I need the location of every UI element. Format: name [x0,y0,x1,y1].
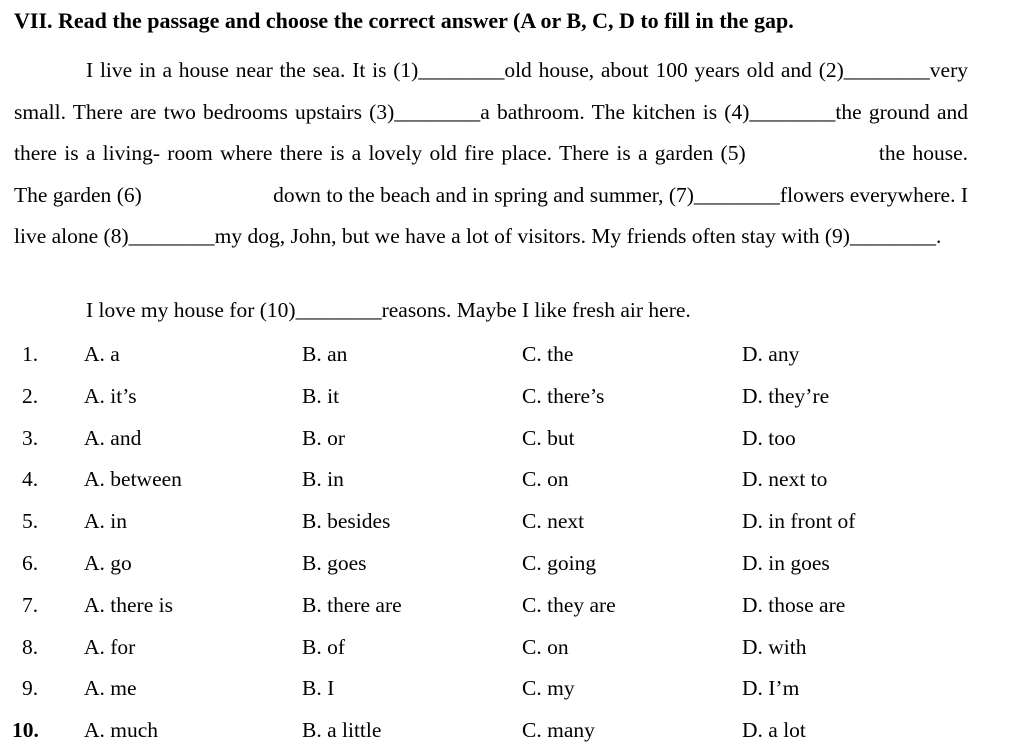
option-a[interactable]: A. much [84,718,159,743]
option-b[interactable]: B. I [302,676,335,701]
option-d[interactable]: D. a lot [742,718,806,743]
question-row [0,418,1024,460]
question-number: 6. [22,550,39,575]
question-row [0,668,1024,710]
option-a[interactable]: A. me [84,676,137,701]
option-d[interactable]: D. they’re [742,383,830,408]
option-a[interactable]: A. go [84,550,132,575]
option-c[interactable]: C. on [522,467,569,492]
option-c[interactable]: C. my [522,676,575,701]
option-c[interactable]: C. the [522,342,574,366]
question-row [0,543,1024,585]
option-d[interactable]: D. too [742,425,796,450]
question-number: 7. [22,592,39,617]
option-b[interactable]: B. or [302,425,345,450]
option-b[interactable]: B. there are [302,592,402,617]
question-number: 10. [12,718,39,743]
question-row [0,585,1024,627]
option-a[interactable]: A. between [84,467,182,492]
question-row [0,376,1024,418]
option-b[interactable]: B. in [302,467,344,492]
passage-segment-2: the house. The garden (6) [14,141,968,207]
option-a[interactable]: A. a [84,342,120,366]
option-b[interactable]: B. of [302,634,345,659]
option-c[interactable]: C. many [522,718,595,743]
question-row [0,459,1024,501]
passage-paragraph-1 [14,50,968,258]
option-c[interactable]: C. there’s [522,383,605,408]
option-d[interactable]: D. in goes [742,550,830,575]
option-a[interactable]: A. there is [84,592,173,617]
option-b[interactable]: B. it [302,383,340,408]
option-d[interactable]: D. in front of [742,509,856,534]
question-number: 9. [22,676,39,701]
question-number: 8. [22,634,39,659]
option-c[interactable]: C. they are [522,592,616,617]
question-row [0,334,1024,376]
question-number: 5. [22,509,39,534]
option-d[interactable]: D. next to [742,467,828,492]
option-b[interactable]: B. an [302,342,348,366]
option-c[interactable]: C. but [522,425,575,450]
option-d[interactable]: D. with [742,634,807,659]
question-row [0,710,1024,752]
question-row [0,627,1024,669]
option-d[interactable]: D. I’m [742,676,800,701]
option-c[interactable]: C. going [522,550,597,575]
question-number: 1. [22,342,39,366]
option-b[interactable]: B. goes [302,550,367,575]
option-b[interactable]: B. a little [302,718,382,743]
answer-options [0,334,1024,752]
exercise-title: VII. Read the passage and choose the correct answer (A or B, C, D to fill in the gap. [14,8,794,33]
question-number: 2. [22,383,39,408]
option-d[interactable]: D. those are [742,592,846,617]
option-a[interactable]: A. and [84,425,142,450]
question-number: 4. [22,467,39,492]
option-a[interactable]: A. it’s [84,383,137,408]
question-number: 3. [22,425,39,450]
passage-segment-1: I live in a house near the sea. It is (1)________old house, about 100 years old and (2)________very small. There are two bedrooms upstairs (3)________a bathroom. The kitchen is (4)________the ground and there is a living- room where there is a lovely old fire place. There is a garden (5) [14,58,968,166]
option-d[interactable]: D. any [742,342,800,366]
passage-segment-3: down to the beach and in spring and summer, (7)________flowers everywhere. I live alone (8)________my dog, John, but we have a lot of visitors. My friends often stay with (9)________. [14,182,968,249]
option-a[interactable]: A. for [84,634,136,659]
option-b[interactable]: B. besides [302,509,391,534]
passage-paragraph-2: I love my house for (10)________reasons. Maybe I like fresh air here. [86,298,691,322]
option-a[interactable]: A. in [84,509,127,534]
option-c[interactable]: C. next [522,509,585,534]
option-c[interactable]: C. on [522,634,569,659]
question-row [0,501,1024,543]
